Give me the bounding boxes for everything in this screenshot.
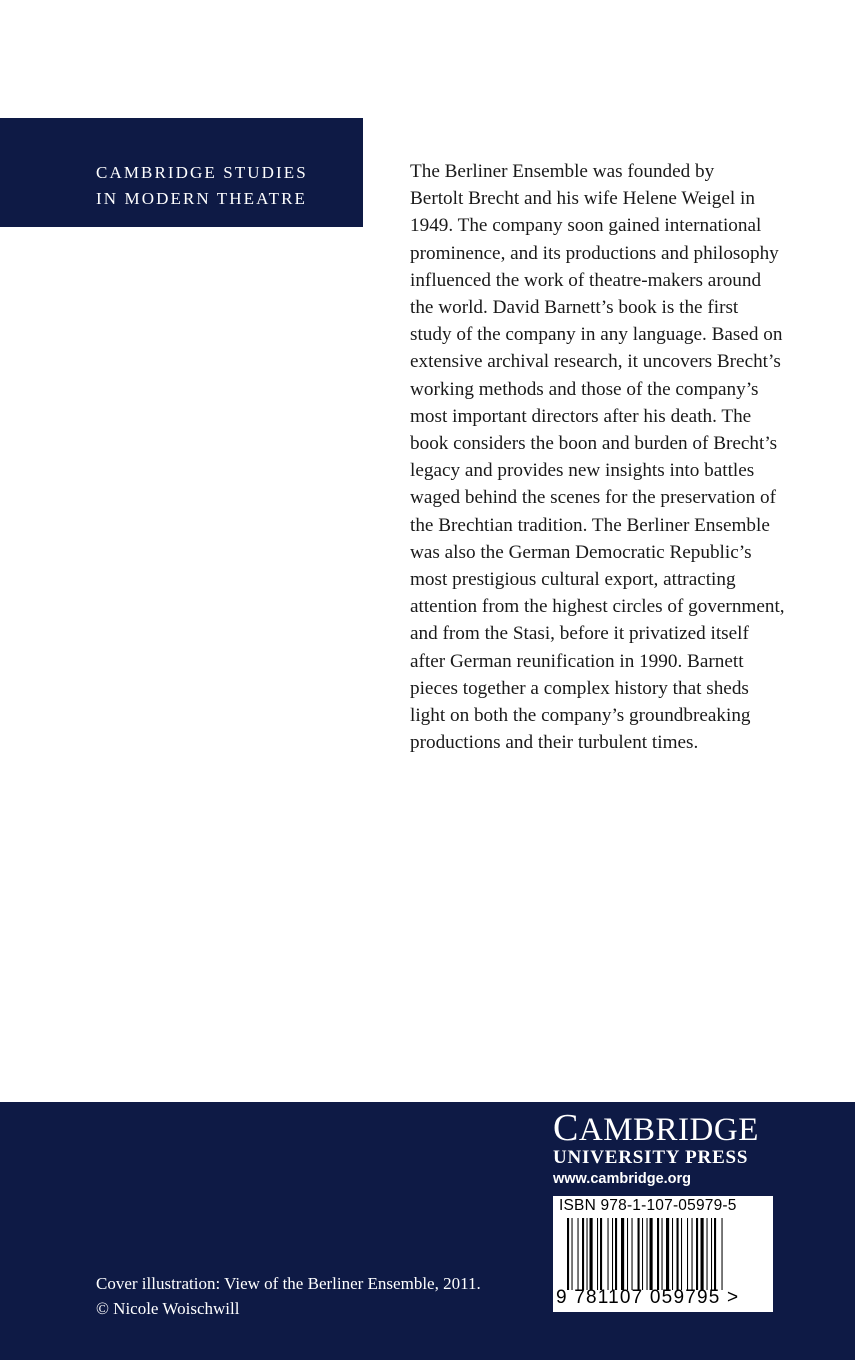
description-line: waged behind the scenes for the preservation of [410,487,777,509]
description-line: pieces together a complex history that sheds [410,677,749,699]
description-line: most important directors after his death. The [410,405,752,427]
description-line: attention from the highest circles of government, [410,596,785,618]
description-line: 1949. The company soon gained international [410,215,762,237]
description-line: influenced the work of theatre-makers around [410,269,762,291]
description-line: the world. David Barnett’s book is the first [410,297,739,319]
isbn-label: ISBN 978-1-107-05979-5 [559,1197,737,1214]
publisher-subtitle: UNIVERSITY PRESS [553,1147,749,1168]
description-line: Bertolt Brecht and his wife Helene Weigel in [410,188,755,210]
series-title-line-1: CAMBRIDGE STUDIES [96,163,308,182]
cover-credit [96,1271,481,1321]
description-line: working methods and those of the company’s [410,378,759,400]
series-banner [0,118,363,227]
description-line: the Brechtian tradition. The Berliner Ensemble [410,514,770,536]
series-title-line-2: IN MODERN THEATRE [96,189,308,208]
publisher-logo [553,1107,759,1190]
publisher-name-initial: C [553,1107,579,1149]
description-line: extensive archival research, it uncovers Brecht’s [410,351,781,373]
description-line: light on both the company’s groundbreaking [410,705,751,727]
description-line: legacy and provides new insights into battles [410,460,755,482]
description-line: prominence, and its productions and philosophy [410,242,779,264]
description-line: book considers the boon and burden of Brecht’s [410,433,778,455]
publisher-website: www.cambridge.org [553,1171,692,1187]
description-line: most prestigious cultural export, attracting [410,569,736,591]
cover-credit-line-2: © Nicole Woischwill [96,1299,240,1318]
description-line: The Berliner Ensemble was founded by [410,161,715,182]
description-line: productions and their turbulent times. [410,732,699,754]
barcode-digits: 9 781107 059795 > [556,1287,740,1308]
cover-credit-line-1: Cover illustration: View of the Berliner Ensemble, 2011. [96,1274,481,1293]
publisher-name [553,1107,759,1149]
description-line: and from the Stasi, before it privatized itself [410,623,749,645]
description-line: study of the company in any language. Based on [410,324,783,346]
description-line: after German reunification in 1990. Barnett [410,650,744,672]
description-line: was also the German Democratic Republic’s [410,541,752,563]
book-description [410,158,840,756]
isbn-barcode-box [553,1196,773,1312]
barcode-icon [567,1218,761,1290]
publisher-name-rest: AMBRIDGE [578,1112,759,1148]
